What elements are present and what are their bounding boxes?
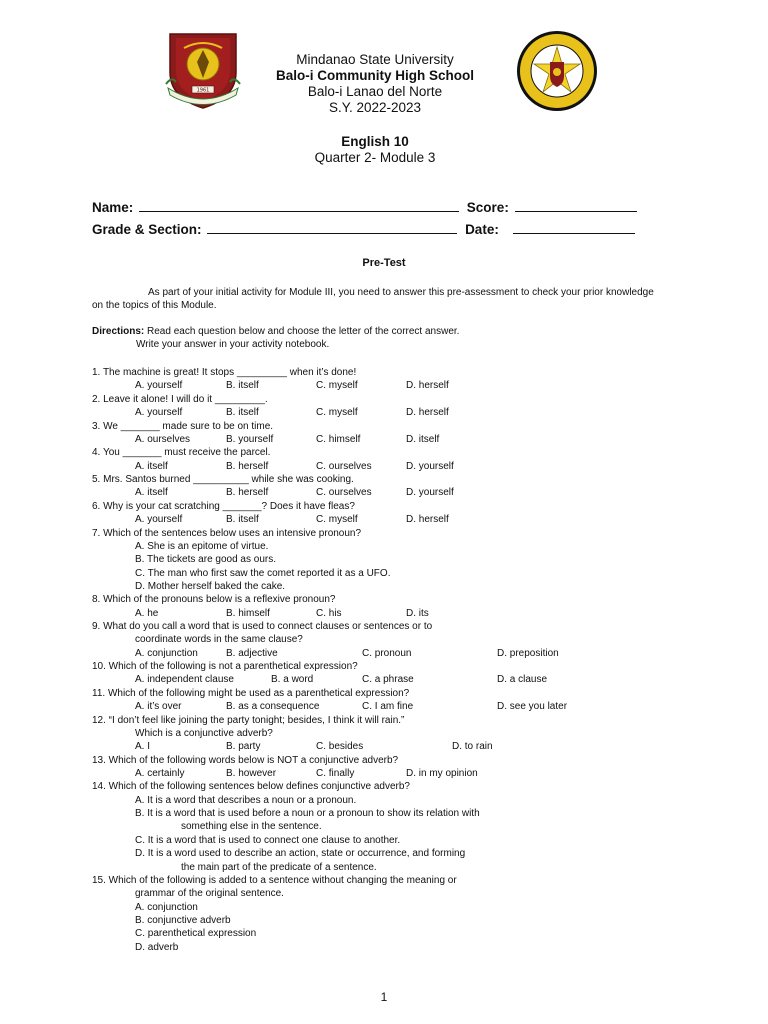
question-text: 9. What do you call a word that is used to connect clauses or sentences or to <box>92 621 433 632</box>
intro-paragraph: As part of your initial activity for Module III, you need to answer this pre-assessment to check your prior knowledge on the topics of this Module. <box>92 287 654 311</box>
answer-option: D. in my opinion <box>406 768 478 779</box>
answer-option: A. It is a word that describes a noun or a pronoun. <box>135 795 357 806</box>
answer-option: A. he <box>135 608 159 619</box>
answer-option-cont: something else in the sentence. <box>181 821 322 832</box>
question-text: 10. Which of the following is not a parenthetical expression? <box>92 661 358 672</box>
question-text: 5. Mrs. Santos burned __________ while she was cooking. <box>92 474 354 485</box>
answer-option: D. adverb <box>135 942 179 953</box>
answer-option: B. himself <box>226 608 270 619</box>
pretest-heading: Pre-Test <box>362 257 406 269</box>
answer-option: D. It is a word used to describe an action, state or occurrence, and forming <box>135 848 466 859</box>
answer-option: D. to rain <box>452 741 493 752</box>
answer-option: C. It is a word that is used to connect one clause to another. <box>135 835 401 846</box>
subject-title: English 10 <box>341 134 409 149</box>
answer-option: A. conjunction <box>135 648 198 659</box>
answer-option: A. itself <box>135 461 168 472</box>
question-text-cont: grammar of the original sentence. <box>135 888 284 899</box>
answer-option: A. conjunction <box>135 902 198 913</box>
school-name: Balo-i Community High School <box>276 68 474 83</box>
answer-option: B. a word <box>271 674 314 685</box>
answer-option: C. myself <box>316 407 358 418</box>
question-text: 15. Which of the following is added to a sentence without changing the meaning or <box>92 875 457 886</box>
answer-option: B. itself <box>226 514 259 525</box>
question-text-cont: Which is a conjunctive adverb? <box>135 728 273 739</box>
answer-option: D. herself <box>406 380 449 391</box>
answer-option: A. She is an epitome of virtue. <box>135 541 269 552</box>
msu-seal-icon <box>162 28 244 110</box>
module-subtitle: Quarter 2- Module 3 <box>314 150 436 165</box>
question-text: 13. Which of the following words below is NOT a conjunctive adverb? <box>92 755 399 766</box>
date-label: Date: <box>465 222 499 237</box>
name-label: Name: <box>92 200 134 215</box>
question-text: 6. Why is your cat scratching _______? Does it have fleas? <box>92 501 355 512</box>
question-text: 1. The machine is great! It stops _________ when it’s done! <box>92 367 357 378</box>
date-blank[interactable] <box>513 221 635 234</box>
answer-option: D. herself <box>406 514 449 525</box>
answer-option: A. yourself <box>135 407 183 418</box>
name-blank[interactable] <box>139 199 459 212</box>
question-text: 12. “I don’t feel like joining the party tonight; besides, I think it will rain.” <box>92 715 405 726</box>
question-text: 14. Which of the following sentences below defines conjunctive adverb? <box>92 781 410 792</box>
question-text: 3. We _______ made sure to be on time. <box>92 421 274 432</box>
answer-option: C. himself <box>316 434 361 445</box>
question-text: 7. Which of the sentences below uses an intensive pronoun? <box>92 528 362 539</box>
directions-line-2: Write your answer in your activity notebook. <box>136 339 330 350</box>
question-text: 2. Leave it alone! I will do it _________. <box>92 394 268 405</box>
answer-option: B. party <box>226 741 261 752</box>
answer-option: B. however <box>226 768 277 779</box>
msu-seal-year: 1961 <box>196 87 210 94</box>
answer-option: B. itself <box>226 407 259 418</box>
answer-option: C. myself <box>316 514 358 525</box>
grade-section-label: Grade & Section: <box>92 222 202 237</box>
answer-option: B. yourself <box>226 434 274 445</box>
answer-option: C. besides <box>316 741 364 752</box>
question-text: 4. You _______ must receive the parcel. <box>92 447 271 458</box>
balo-i-chs-seal-icon <box>516 30 598 112</box>
answer-option-cont: the main part of the predicate of a sentence. <box>181 862 377 873</box>
score-label: Score: <box>466 200 509 215</box>
answer-option: D. see you later <box>497 701 568 712</box>
question-text-cont: coordinate words in the same clause? <box>135 634 303 645</box>
answer-option: A. certainly <box>135 768 185 779</box>
school-year: S.Y. 2022-2023 <box>328 100 422 115</box>
answer-option: D. Mother herself baked the cake. <box>135 581 286 592</box>
answer-option: C. ourselves <box>316 487 372 498</box>
answer-option: D. herself <box>406 407 449 418</box>
page-number: 1 <box>380 990 388 1004</box>
answer-option: B. The tickets are good as ours. <box>135 554 277 565</box>
university-name: Mindanao State University <box>296 52 454 67</box>
answer-option: C. pronoun <box>362 648 412 659</box>
answer-option: D. yourself <box>406 487 454 498</box>
name-score-row <box>92 199 637 215</box>
answer-option: D. preposition <box>497 648 559 659</box>
answer-option: D. a clause <box>497 674 548 685</box>
grade-section-blank[interactable] <box>207 221 457 234</box>
answer-option: B. as a consequence <box>226 701 320 712</box>
answer-option: A. yourself <box>135 380 183 391</box>
answer-option: B. itself <box>226 380 259 391</box>
answer-option: A. ourselves <box>135 434 191 445</box>
school-header <box>250 52 500 116</box>
answer-option: C. finally <box>316 768 355 779</box>
school-location: Balo-i Lanao del Norte <box>307 84 443 99</box>
answer-option: D. yourself <box>406 461 454 472</box>
answer-option: C. I am fine <box>362 701 414 712</box>
answer-option: B. adjective <box>226 648 278 659</box>
answer-option: A. I <box>135 741 151 752</box>
answer-option: D. its <box>406 608 429 619</box>
grade-date-row <box>92 221 635 237</box>
directions <box>92 325 662 351</box>
answer-option: A. itself <box>135 487 168 498</box>
score-blank[interactable] <box>515 199 637 212</box>
answer-option: C. his <box>316 608 342 619</box>
answer-option: C. a phrase <box>362 674 414 685</box>
answer-option: A. yourself <box>135 514 183 525</box>
answer-option: B. herself <box>226 487 269 498</box>
answer-option: C. ourselves <box>316 461 372 472</box>
directions-label: Directions: <box>92 326 145 337</box>
answer-option: D. itself <box>406 434 440 445</box>
answer-option: A. it’s over <box>135 701 182 712</box>
answer-option: C. parenthetical expression <box>135 928 257 939</box>
module-title <box>270 134 480 166</box>
directions-line-1: Read each question below and choose the letter of the correct answer. <box>147 326 460 337</box>
answer-option: B. herself <box>226 461 269 472</box>
answer-option: C. The man who first saw the comet reported it as a UFO. <box>135 568 391 579</box>
question-text: 8. Which of the pronouns below is a reflexive pronoun? <box>92 594 336 605</box>
answer-option: A. independent clause <box>135 674 234 685</box>
answer-option: C. myself <box>316 380 358 391</box>
answer-option: B. It is a word that is used before a noun or a pronoun to show its relation with <box>135 808 480 819</box>
answer-option: B. conjunctive adverb <box>135 915 231 926</box>
question-text: 11. Which of the following might be used as a parenthetical expression? <box>92 688 410 699</box>
